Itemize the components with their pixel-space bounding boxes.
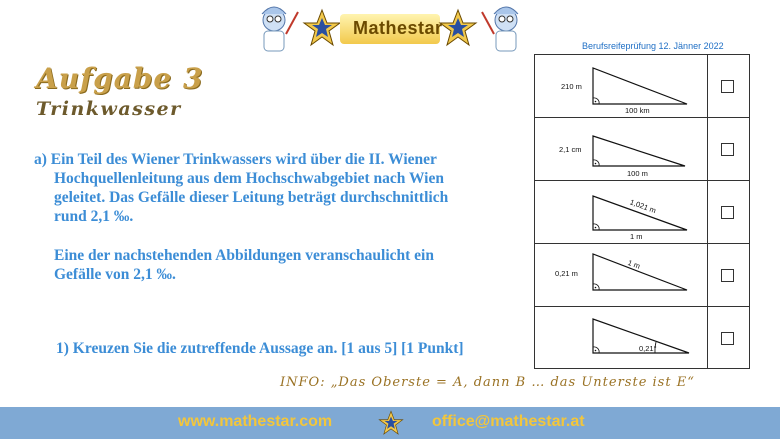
footer-bar <box>0 407 780 439</box>
option-c <box>534 180 750 243</box>
base-label: 100 m <box>627 169 648 178</box>
triangle-figure <box>535 181 707 244</box>
task-line: geleitet. Das Gefälle dieser Leitung beträgt durchschnittlich <box>54 189 449 206</box>
option-c-checkbox[interactable] <box>721 206 734 219</box>
star-icon <box>438 8 478 48</box>
email-link[interactable]: office@mathestar.at <box>432 413 585 430</box>
star-icon <box>378 410 404 436</box>
option-e <box>534 306 750 369</box>
task-line: Eine der nachstehenden Abbildungen veranschaulicht ein <box>54 247 434 264</box>
option-b-checkbox[interactable] <box>721 143 734 156</box>
header <box>0 0 780 60</box>
triangle-figure <box>535 307 707 370</box>
height-label: 2,1 cm <box>559 145 582 154</box>
option-d <box>534 243 750 306</box>
star-icon <box>302 8 342 48</box>
task-text <box>34 150 509 284</box>
option-a <box>534 54 750 117</box>
triangle-figure <box>535 55 707 118</box>
base-label: 1 m <box>630 232 643 241</box>
website-link[interactable]: www.mathestar.com <box>178 413 333 430</box>
hypotenuse-label: 1,021 m <box>628 197 658 216</box>
task-line: rund 2,1 ‰. <box>54 208 134 225</box>
option-a-checkbox[interactable] <box>721 80 734 93</box>
triangle-figure <box>535 118 707 181</box>
angle-label: 0,21° <box>639 344 657 353</box>
logo-text: Mathestar <box>353 18 443 38</box>
task-line: Gefälle von 2,1 ‰. <box>54 266 176 283</box>
base-label: 100 km <box>625 106 650 115</box>
page-subtitle: Trinkwasser <box>36 98 182 120</box>
info-note: INFO: „Das Oberste = A, dann B … das Unterste ist E“ <box>280 375 695 390</box>
task-line: Hochquellenleitung aus dem Hochschwabgebiet nach Wien <box>54 170 444 187</box>
wizard-left-icon <box>252 4 302 54</box>
answer-options <box>534 54 750 369</box>
page-title: Aufgabe 3 <box>36 62 204 95</box>
task-line: a) Ein Teil des Wiener Trinkwassers wird über die II. Wiener <box>34 151 437 168</box>
height-label: 0,21 m <box>555 269 578 278</box>
question-text: 1) Kreuzen Sie die zutreffende Aussage an. [1 aus 5] [1 Punkt] <box>56 340 464 357</box>
option-b <box>534 117 750 180</box>
exam-reference: Berufsreifeprüfung 12. Jänner 2022 <box>582 41 724 51</box>
wizard-right-icon <box>478 4 528 54</box>
triangle-figure <box>535 244 707 307</box>
option-e-checkbox[interactable] <box>721 332 734 345</box>
option-d-checkbox[interactable] <box>721 269 734 282</box>
height-label: 210 m <box>561 82 582 91</box>
hypotenuse-label: 1 m <box>626 258 642 271</box>
